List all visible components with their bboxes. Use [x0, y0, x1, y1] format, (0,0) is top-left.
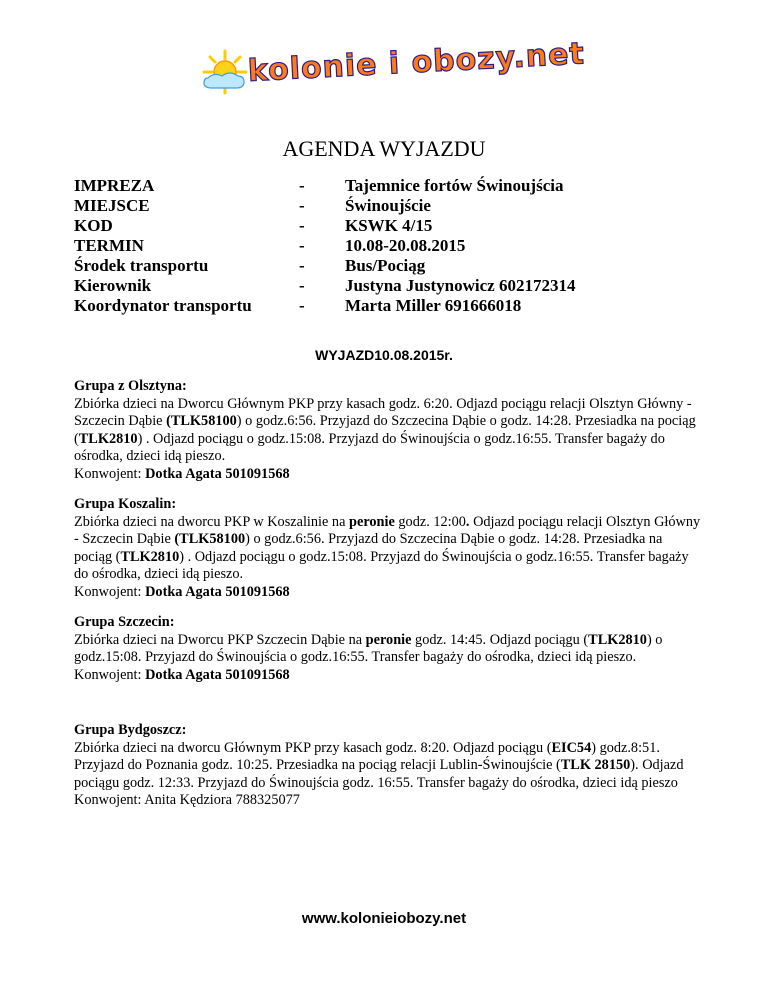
info-value: KSWK 4/15	[345, 216, 433, 235]
info-label: Koordynator transportu	[74, 296, 252, 315]
info-label: Kierownik	[74, 276, 152, 295]
info-dash: -	[299, 296, 305, 315]
sun-icon	[200, 48, 250, 96]
escort-line	[74, 466, 704, 484]
group-title: Grupa Szczecin:	[74, 614, 175, 630]
train-code: TLK2810	[588, 631, 647, 648]
info-value: Marta Miller 691666018	[345, 296, 522, 315]
text-run: ) o godz.6:56. Przyjazd do Szczecina Dąbie o godz. 14:28. Przesiadka na pociąg (	[74, 531, 663, 565]
highlight: peronie	[365, 631, 412, 648]
info-row	[74, 176, 575, 196]
escort-line	[74, 584, 704, 602]
info-row	[74, 236, 575, 256]
info-dash: -	[299, 176, 305, 195]
text-run: Zbiórka dzieci na dworcu Głównym PKP przy kasach godz. 8:20. Odjazd pociągu (	[74, 739, 552, 756]
train-code: (TLK58100	[166, 413, 237, 429]
train-code: EIC54	[551, 739, 592, 756]
info-dash: -	[299, 256, 305, 275]
escort-value: Dotka Agata 501091568	[145, 666, 290, 683]
text-run: ) . Odjazd pociągu o godz.15:08. Przyjazd do Świnoujścia o godz.16:55. Transfer bagaży do ośrodka, dzieci idą pieszo.	[74, 548, 689, 582]
group-title: Grupa Koszalin:	[74, 496, 177, 512]
group-text	[74, 514, 704, 584]
info-value: Świnoujście	[345, 196, 431, 215]
train-code: TLK 28150	[560, 757, 631, 773]
text-run: Zbiórka dzieci na dworcu PKP w Koszalinie na	[74, 513, 350, 530]
text-run: ) o godz.6:56. Przyjazd do Szczecina Dąbie o godz. 14:28. Przesiadka na pociąg (	[74, 413, 696, 447]
group-olsztyn	[74, 378, 704, 483]
info-table	[74, 176, 575, 316]
highlight: .	[465, 513, 470, 530]
text-run: Odjazd pociągu relacji Olsztyn Główny - Szczecin Dąbie	[74, 513, 701, 547]
info-label: MIEJSCE	[74, 196, 150, 215]
group-title: Grupa z Olsztyna:	[74, 378, 187, 394]
text-run: godz. 12:00	[394, 513, 466, 530]
text-run: ) godz.8:51. Przyjazd do Poznania godz. 10:25. Przesiadka na pociąg relacji Lublin-Świnoujście (	[74, 739, 660, 773]
group-bydgoszcz	[74, 722, 704, 810]
text-run: ). Odjazd pociągu godz. 12:33. Przyjazd do Świnoujścia godz. 16:55. Transfer bagaży do ośrodka, dzieci idą pieszo	[74, 757, 684, 791]
logo	[200, 36, 586, 96]
info-row	[74, 256, 575, 276]
group-text	[74, 632, 704, 667]
text-run: ) o godz.15:08. Przyjazd do Świnoujścia o godz.16:55. Transfer bagaży do ośrodka, dzieci idą pieszo.	[74, 631, 663, 665]
escort-label: Konwojent:	[74, 465, 146, 482]
info-value: 10.08-20.08.2015	[345, 236, 466, 255]
text-run: Zbiórka dzieci na Dworcu Głównym PKP przy kasach godz. 6:20. Odjazd pociągu relacji Olsztyn Główny - Szczecin Dąbie	[74, 395, 692, 429]
group-koszalin	[74, 496, 704, 601]
info-dash: -	[299, 216, 305, 235]
info-label: Środek transportu	[74, 256, 209, 275]
logo-text: kolonie i obozy.net	[247, 36, 586, 89]
page-title: AGENDA WYJAZDU	[282, 136, 486, 161]
info-row	[74, 216, 575, 236]
group-text	[74, 396, 704, 466]
group-szczecin	[74, 614, 704, 684]
info-value: Justyna Justynowicz 602172314	[345, 276, 576, 295]
highlight: peronie	[349, 513, 395, 530]
group-title: Grupa Bydgoszcz:	[74, 722, 187, 738]
text-run: ) . Odjazd pociągu o godz.15:08. Przyjazd do Świnoujścia o godz.16:55. Transfer bagaży do ośrodka, dzieci idą pieszo.	[74, 430, 665, 464]
text-run: Zbiórka dzieci na Dworcu PKP Szczecin Dąbie na	[74, 631, 366, 648]
info-dash: -	[299, 196, 305, 215]
train-code: (TLK58100	[174, 531, 246, 547]
info-row	[74, 196, 575, 216]
train-code: TLK2810	[78, 430, 138, 447]
group-text	[74, 740, 704, 793]
text-run: godz. 14:45. Odjazd pociągu (	[411, 631, 589, 648]
info-row	[74, 276, 575, 296]
train-code: TLK2810	[120, 548, 180, 565]
info-value: Tajemnice fortów Świnoujścia	[345, 176, 564, 195]
departure-heading: WYJAZD10.08.2015r.	[315, 347, 453, 363]
info-label: TERMIN	[74, 236, 144, 255]
escort-value: Dotka Agata 501091568	[145, 583, 290, 600]
info-dash: -	[299, 276, 305, 295]
escort-label: Konwojent:	[74, 666, 146, 683]
info-dash: -	[299, 236, 305, 255]
info-row	[74, 296, 575, 316]
escort-label: Konwojent:	[74, 583, 146, 600]
info-value: Bus/Pociąg	[345, 256, 426, 275]
escort-value: Dotka Agata 501091568	[145, 465, 290, 482]
info-label: IMPREZA	[74, 176, 155, 195]
escort-line	[74, 667, 704, 685]
footer-url: www.kolonieiobozy.net	[301, 910, 467, 927]
escort-line: Konwojent: Anita Kędziora 788325077	[74, 792, 300, 808]
info-label: KOD	[74, 216, 113, 235]
